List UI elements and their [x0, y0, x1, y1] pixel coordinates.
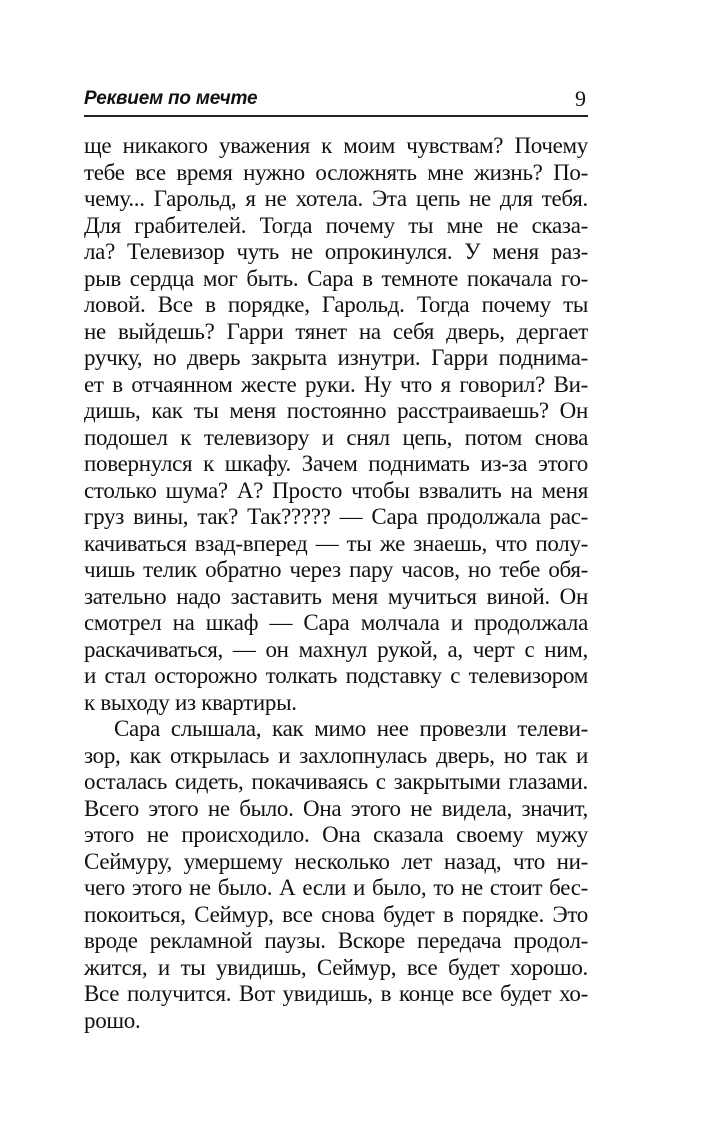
text-line: вроде рекламной паузы. Вскоре передача продол-	[84, 928, 588, 953]
text-line: ще никакого уважения к моим чувствам? Почему	[84, 133, 588, 158]
text-line: ет в отчаянном жесте руки. Ну что я говорил? Ви-	[84, 371, 588, 397]
text-line: качиваться взад-вперед — ты же знаешь, что полу-	[84, 530, 588, 556]
text-line: к выходу из квартиры.	[84, 689, 297, 715]
book-title: Реквием по мечте	[84, 88, 258, 109]
text-line: зор, как открылась и захлопнулась дверь, но так и	[84, 742, 588, 768]
header-divider	[84, 115, 588, 117]
text-line: тебе все время нужно осложнять мне жизнь? По-	[84, 159, 588, 185]
text-line: зательно надо заставить меня мучиться виной. Он	[84, 583, 588, 609]
text-line: рошо.	[84, 1007, 141, 1033]
page-number: 9	[575, 86, 586, 111]
paragraph	[84, 716, 588, 1034]
text-line: повернулся к шкафу. Зачем поднимать из-за этого	[84, 451, 588, 476]
running-header	[84, 82, 588, 116]
text-line: чему... Гарольд, я не хотела. Эта цепь не для тебя.	[84, 186, 588, 211]
text-line: жится, и ты увидишь, Сеймур, все будет хорошо.	[84, 954, 588, 980]
text-line: рыв сердца мог быть. Сара в темноте покачала го-	[84, 265, 588, 291]
text-line: Сеймуру, умершему несколько лет назад, что ни-	[84, 848, 588, 874]
text-line: подошел к телевизору и снял цепь, потом снова	[84, 424, 588, 450]
paragraph	[84, 133, 588, 716]
text-line: Всего этого не было. Она этого не видела, значит,	[84, 795, 588, 821]
text-line: ловой. Все в порядке, Гарольд. Тогда почему ты	[84, 292, 588, 317]
text-line: Для грабителей. Тогда почему ты мне не сказа-	[84, 212, 588, 238]
text-line: груз вины, так? Так????? — Сара продолжала рас-	[84, 504, 588, 529]
text-line: столько шума? А? Просто чтобы взвалить на меня	[84, 477, 588, 503]
body-text	[84, 133, 588, 1034]
text-line: не выйдешь? Гарри тянет на себя дверь, дергает	[84, 318, 588, 344]
text-line: осталась сидеть, покачиваясь с закрытыми глазами.	[84, 769, 588, 794]
text-line: этого не происходило. Она сказала своему мужу	[84, 822, 588, 847]
text-line: чишь телик обратно через пару часов, но тебе обя-	[84, 557, 588, 582]
text-line: ла? Телевизор чуть не опрокинулся. У меня раз-	[84, 239, 588, 264]
text-line: раскачиваться, — он махнул рукой, а, черт с ним,	[84, 636, 588, 662]
text-line: Все получится. Вот увидишь, в конце все будет хо-	[84, 981, 588, 1006]
text-line: и стал осторожно толкать подставку с телевизором	[84, 663, 588, 688]
text-line: чего этого не было. А если и было, то не стоит бес-	[84, 875, 588, 900]
text-line: дишь, как ты меня постоянно расстраиваешь? Он	[84, 398, 588, 423]
text-line: ручку, но дверь закрыта изнутри. Гарри поднима-	[84, 345, 588, 370]
text-line: смотрел на шкаф — Сара молчала и продолжала	[84, 610, 588, 635]
text-line: покоиться, Сеймур, все снова будет в порядке. Это	[84, 901, 588, 927]
text-line: Сара слышала, как мимо нее провезли телеви-	[114, 716, 588, 741]
